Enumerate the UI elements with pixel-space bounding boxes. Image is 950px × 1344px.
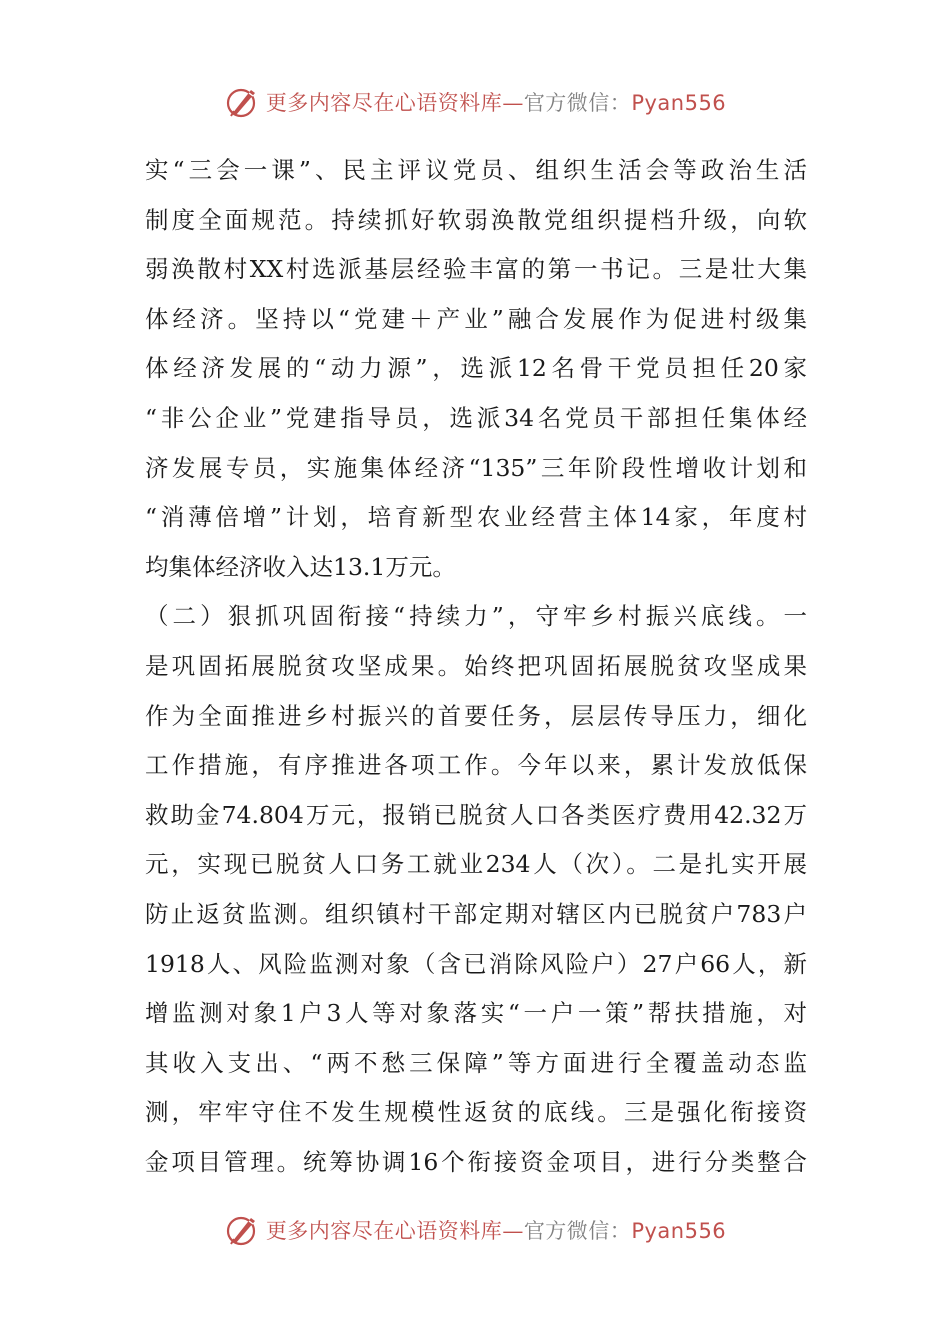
banner-dash: — — [502, 1219, 524, 1243]
banner-text — [266, 1215, 726, 1245]
quill-pen-circle-icon — [224, 1212, 260, 1248]
text-line: “消薄倍增”计划，培育新型农业经营主体14家，年度村 — [145, 503, 807, 532]
text-line: 增监测对象1户3人等对象落实“一户一策”帮扶措施，对 — [145, 999, 807, 1028]
footer-banner — [0, 1208, 950, 1252]
banner-text — [266, 87, 726, 117]
text-line: 其收入支出、“两不愁三保障”等方面进行全覆盖动态监 — [145, 1048, 807, 1077]
banner-wechat-id: Pyan556 — [631, 1219, 727, 1243]
text-line: 体经济发展的“动力源”，选派12名骨干党员担任20家 — [145, 354, 807, 383]
text-line: 济发展专员，实施集体经济“135”三年阶段性增收计划和 — [145, 453, 807, 482]
banner-title: 更多内容尽在心语资料库 — [265, 1219, 503, 1243]
text-line: 工作措施，有序推进各项工作。今年以来，累计发放低保 — [145, 751, 807, 780]
quill-pen-circle-icon — [224, 84, 260, 120]
banner-dash: — — [502, 91, 524, 115]
text-line: 金项目管理。统筹协调16个衔接资金项目，进行分类整合 — [145, 1147, 807, 1176]
banner-wechat-label: 官方微信： — [523, 91, 632, 115]
text-line: 弱涣散村XX村选派基层经验丰富的第一书记。三是壮大集 — [145, 255, 807, 284]
text-line: 救助金74.804万元，报销已脱贫人口各类医疗费用42.32万 — [145, 800, 807, 829]
banner-title: 更多内容尽在心语资料库 — [265, 91, 503, 115]
text-line: 防止返贫监测。组织镇村干部定期对辖区内已脱贫户783户 — [145, 899, 807, 928]
text-line: 是巩固拓展脱贫攻坚成果。始终把巩固拓展脱贫攻坚成果 — [145, 651, 807, 680]
text-line: 1918人、风险监测对象（含已消除风险户）27户66人，新 — [145, 949, 807, 978]
banner-wechat-id: Pyan556 — [631, 91, 727, 115]
text-line: 体经济。坚持以“党建＋产业”融合发展作为促进村级集 — [145, 304, 807, 333]
text-line: 作为全面推进乡村振兴的首要任务，层层传导压力，细化 — [145, 701, 807, 730]
text-line: “非公企业”党建指导员，选派34名党员干部担任集体经 — [145, 403, 807, 432]
header-banner — [0, 80, 950, 124]
document-body — [145, 146, 807, 1187]
text-line: 均集体经济收入达13.1万元。 — [145, 552, 456, 581]
banner-wechat-label: 官方微信： — [523, 1219, 632, 1243]
text-line: 元，实现已脱贫人口务工就业234人（次）。二是扎实开展 — [145, 850, 807, 879]
text-line: 实“三会一课”、民主评议党员、组织生活会等政治生活 — [145, 156, 807, 184]
text-line: 制度全面规范。持续抓好软弱涣散党组织提档升级，向软 — [145, 205, 807, 234]
text-line: （二）狠抓巩固衔接“持续力”，守牢乡村振兴底线。一 — [145, 602, 807, 631]
text-line: 测，牢牢守住不发生规模性返贫的底线。三是强化衔接资 — [145, 1098, 807, 1127]
